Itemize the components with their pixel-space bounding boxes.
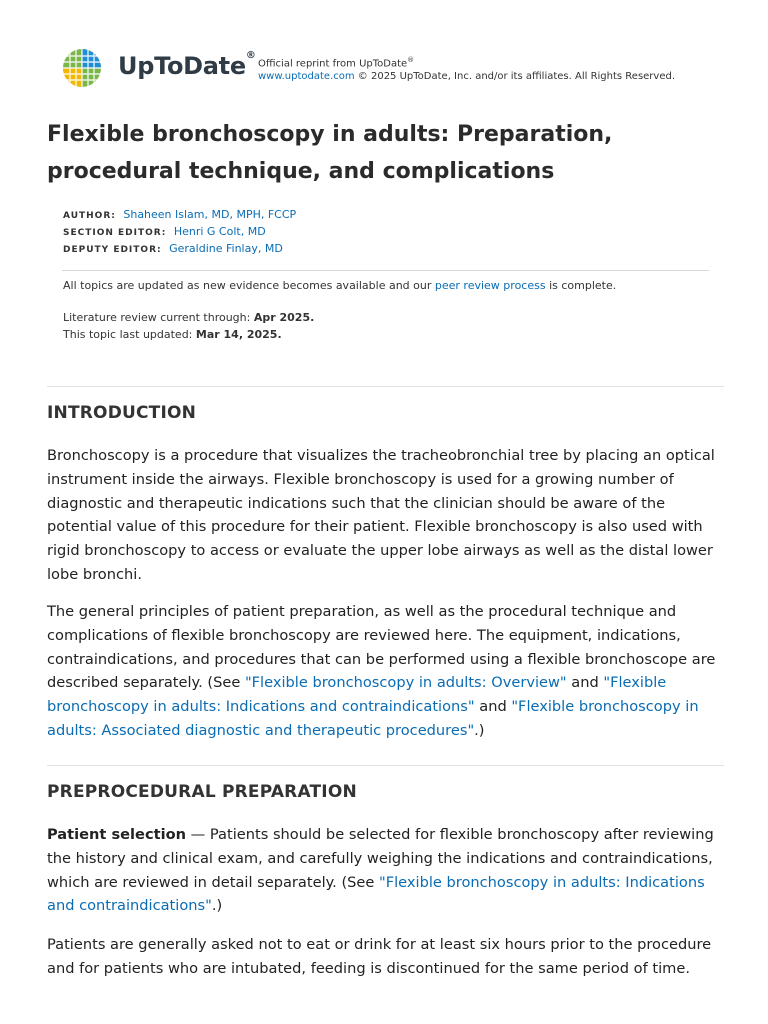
lit-review-label: Literature review current through: [63,311,254,324]
deputy-editor-link[interactable]: Geraldine Finlay, MD [169,242,283,255]
introduction-paragraph-1: Bronchoscopy is a procedure that visualizes the tracheobronchial tree by placing an optical instrument inside the airways. Flexible bronchoscopy is used for a growing number of diagnostic and therapeutic indications such that the clinician should be aware of the potential value of this procedure for their patient. Flexible bronchoscopy is also used with rigid bronchoscopy to access or evaluate the upper lobe airways as well as the distal lower lobe bronchi. [47,447,715,583]
section-divider [47,386,724,387]
patient-selection-paragraph [47,823,717,918]
intro-p2-and-1: and [566,674,604,692]
update-notice [63,278,616,293]
last-updated-date: Mar 14, 2025. [195,328,282,341]
author-row [63,207,296,224]
reprint-line: Official reprint from UpToDate [258,58,408,70]
patient-selection-end: .) [211,897,223,915]
preprocedural-preparation-heading: PREPROCEDURAL PREPARATION [47,782,357,802]
section-divider [47,765,724,766]
section-editor-row [63,224,296,241]
last-updated-row [63,326,314,343]
introduction-heading: INTRODUCTION [47,403,197,423]
indications-topic-link[interactable]: "Flexible bronchoscopy in adults: Indications and contraindications" [47,674,667,716]
intro-p2-and-2: and [474,698,512,716]
copyright-text: © 2025 UpToDate, Inc. and/or its affiliates. All Rights Reserved. [354,71,676,83]
introduction-paragraph-2 [47,600,717,743]
patient-selection-label: Patient selection [47,826,187,843]
update-dates [63,309,314,343]
logo-text: UpToDate [118,52,246,80]
uptodate-site-link[interactable]: www.uptodate.com [258,71,355,83]
author-link[interactable]: Shaheen Islam, MD, MPH, FCCP [123,208,297,221]
notice-text-post: is complete. [545,279,617,292]
intro-p2-text: The general principles of patient preparation, as well as the procedural technique and complications of flexible bronchoscopy are reviewed here. The equipment, indications, contraindications, and procedures that can be performed using a flexible bronchoscope are described separately. (See [47,603,716,692]
reprint-registered-mark: ® [407,56,415,64]
logo-wordmark[interactable] [118,52,256,80]
reprint-notice [258,54,675,83]
meta-divider [62,270,709,271]
uptodate-logo-icon[interactable] [62,48,102,88]
indications-topic-link-2[interactable]: "Flexible bronchoscopy in adults: Indications and contraindications" [47,873,705,915]
section-editor-link[interactable]: Henri G Colt, MD [173,225,266,238]
patient-selection-text: — Patients should be selected for flexible bronchoscopy after reviewing the history and clinical exam, and carefully weighing the indications and contraindications, which are reviewed in detail separately. (See [47,826,714,891]
lit-review-row [63,309,314,326]
section-editor-label: SECTION EDITOR: [63,228,167,238]
last-updated-label: This topic last updated: [63,328,196,341]
deputy-editor-row [63,241,296,258]
site-header [62,48,742,88]
editors-list [63,207,296,258]
deputy-editor-label: DEPUTY EDITOR: [63,245,162,255]
logo-registered-mark: ® [245,50,256,61]
page-title: Flexible bronchoscopy in adults: Preparation, procedural technique, and complications [47,122,613,184]
overview-topic-link[interactable]: "Flexible bronchoscopy in adults: Overview" [244,674,567,692]
notice-text-pre: All topics are updated as new evidence becomes available and our [63,279,435,292]
procedures-topic-link[interactable]: "Flexible bronchoscopy in adults: Associated diagnostic and therapeutic procedures" [47,698,699,739]
lit-review-date: Apr 2025. [253,311,315,324]
intro-p2-end: .) [474,721,485,739]
fasting-paragraph: Patients are generally asked not to eat or drink for at least six hours prior to the procedure and for patients who are intubated, feeding is discontinued for the same period of time. [47,936,712,977]
author-label: AUTHOR: [63,211,116,221]
peer-review-link[interactable]: peer review process [434,279,546,292]
